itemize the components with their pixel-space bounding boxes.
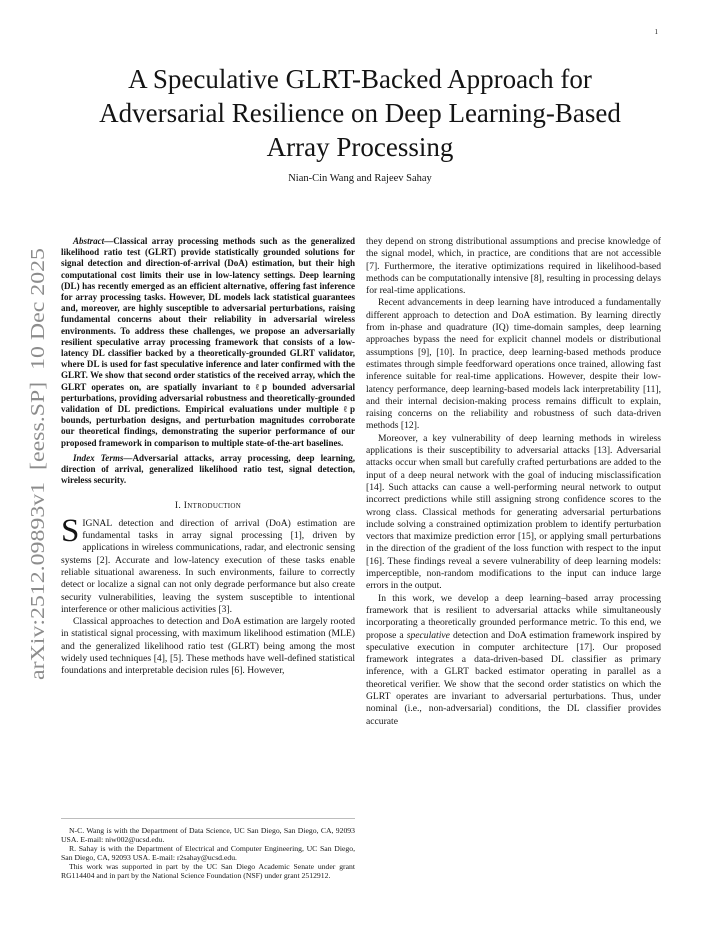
right-column	[366, 236, 661, 728]
footnote-author-1: N-C. Wang is with the Department of Data Science, UC San Diego, San Diego, CA, 92093 USA. E-mail: niw002@ucsd.edu.	[61, 826, 355, 845]
footnote-divider	[61, 818, 355, 819]
right-paragraph-2: Recent advancements in deep learning have introduced a fundamentally different approach to detection and DoA estimation. By learning directly from in-phase and quadrature (IQ) time-domain samples, deep learning approaches bypass the need for explicit channel models or distributional assumptions [9], [10]. In practice, deep learning-based methods produce estimates through simple feedforward operations once trained, allowing fast inference suitable for real-time applications. However, despite their low-latency performance, deep learning-based models lack interpretability [11], and their internal decision-making process remains difficult to explain, raising concerns on the reliability and robustness of such data-driven methods [12].	[366, 297, 661, 432]
right-paragraph-4	[366, 593, 661, 728]
title-line: Array Processing	[266, 132, 454, 162]
arxiv-stamp-text: arXiv:2512.09893v1 [eess.SP] 10 Dec 2025	[27, 317, 49, 680]
right-paragraph-4-end: detection and DoA estimation framework inspired by speculative execution in computer architecture [17]. Our proposed framework integrates a data-driven-based DL classifier as primary inference, with a GLRT backed estimator operating in parallel as a theoretical verifier. We show that the second order statistics on which the GLRT operates are invariant to adversarial perturbations. Thus, under nominal (i.e., non-adversarial) conditions, the DL classifier provides accurate	[366, 629, 661, 727]
abstract-label: Abstract	[73, 236, 105, 246]
title-line: A Speculative GLRT-Backed Approach for	[128, 64, 592, 94]
footnote-author-2: R. Sahay is with the Department of Electrical and Computer Engineering, UC San Diego, San Diego, CA, 92093 USA. E-mail: r2sahay@ucsd.edu.	[61, 844, 355, 863]
index-terms-text: —Adversarial attacks, array processing, deep learning, direction of arrival, generalized likelihood ratio test, signal detection, wireless security.	[61, 452, 355, 486]
lead-word: IGNAL	[82, 517, 113, 529]
index-terms-label: Index Terms	[73, 452, 124, 463]
right-paragraph-3: Moreover, a key vulnerability of deep learning methods in wireless applications is their susceptibility to adversarial attacks [13]. Adversarial attacks occur when small but carefully crafted perturbations are added to the input of a deep neural network with the goal of inducing misclassification [14]. Such attacks can cause a well-performing neural network to output incorrect predictions while still assigning strong confidence scores to the wrong class. Classical methods for generating adversarial perturbations include solving a constrained optimization problem to identify perturbation vectors that maximize prediction error [15], or applying small perturbations in the direction of the gradient of the loss function with respect to the input [16]. These findings reveal a severe vulnerability of deep learning models: imperceptible, non-random modifications to the input can induce large errors in the output.	[366, 432, 661, 592]
abstract-text: —Classical array processing methods such as the generalized likelihood ratio test (GLRT) provide statistically grounded solutions for signal detection and direction-of-arrival (DoA) estimation, but their high computational cost limits their use in low-latency settings. Deep learning (DL) has recently emerged as an efficient alternative, offering fast inference for array processing tasks. However, DL models lack statistical guarantees and, moreover, are highly susceptible to adversarial perturbations, raising fundamental concerns about their reliability in adversarial wireless environments. To address these challenges, we propose an adversarially resilient speculative array processing framework that consists of a low-latency DL classifier backed by a theoretically-grounded GLRT validator, where DL is used for fast speculative inference and later confirmed with the GLRT. We show that second order statistics of the received array, which the GLRT operates on, are spatially invariant to ℓp bounded adversarial perturbations, providing adversarial robustness and theoretically-grounded validation of DL predictions. Empirical evaluations under multiple ℓp bounds, perturbation designs, and perturbation magnitudes corroborate our theoretical findings, demonstrating the superior performance of our proposed framework in comparison to multiple state-of-the-art baselines.	[61, 236, 355, 448]
title-line: Adversarial Resilience on Deep Learning-Based	[99, 98, 621, 128]
footnotes	[61, 826, 355, 881]
left-column	[61, 236, 355, 678]
abstract	[61, 236, 355, 449]
section-heading-introduction: I. Introduction	[174, 500, 242, 512]
intro-paragraph-2: Classical approaches to detection and DoA estimation are largely rooted in statistical signal processing, with maximum likelihood estimation (MLE) and the generalized likelihood ratio test (GLRT) being among the most widely used techniques [4], [5]. These methods have well-defined statistical foundations and interpretable decision rules [6]. However,	[61, 616, 355, 677]
right-paragraph-1: they depend on strong distributional assumptions and precise knowledge of the signal model, which, in practice, are conditions that are not accessible [7]. Furthermore, the iterative optimizations required in likelihood-based methods can be computationally intensive [8], resulting in processing delays for real-time applications.	[366, 236, 661, 297]
paper-title	[60, 62, 660, 164]
index-terms	[61, 453, 355, 487]
intro-paragraph-1	[61, 512, 355, 616]
intro-paragraph-1-text: detection and direction of arrival (DoA) estimation are fundamental tasks in array signal processing [1], driven by applications in wireless communications, radar, and electronic sensing systems [2]. Accurate and low-latency execution of these tasks enable reliable situational awareness. In such environments, failure to correctly detect or localize a signal can not only degrade performance but also create security vulnerabilities, leaving the system susceptible to intentional interference or other malicious activities [3].	[61, 517, 355, 615]
author-list: Nian-Cin Wang and Rajeev Sahay	[288, 173, 432, 184]
footnote-funding: This work was supported in part by the UC San Diego Academic Senate under grant RG114404 and in part by the National Science Foundation (NSF) under grant 2512912.	[61, 862, 355, 881]
arxiv-identifier-stamp	[27, 248, 49, 680]
drop-cap-letter: S	[61, 512, 80, 549]
arxiv-stamp-graphic	[27, 248, 49, 680]
page-number: 1	[654, 28, 658, 36]
emphasis-speculative: speculative	[406, 629, 450, 641]
right-paragraph-4-start: In this work, we develop a deep learning–based array processing framework that is resilient to adversarial attacks while simultaneously incorporating a theoretically grounded performance metric. To this end, we propose a	[366, 592, 661, 641]
